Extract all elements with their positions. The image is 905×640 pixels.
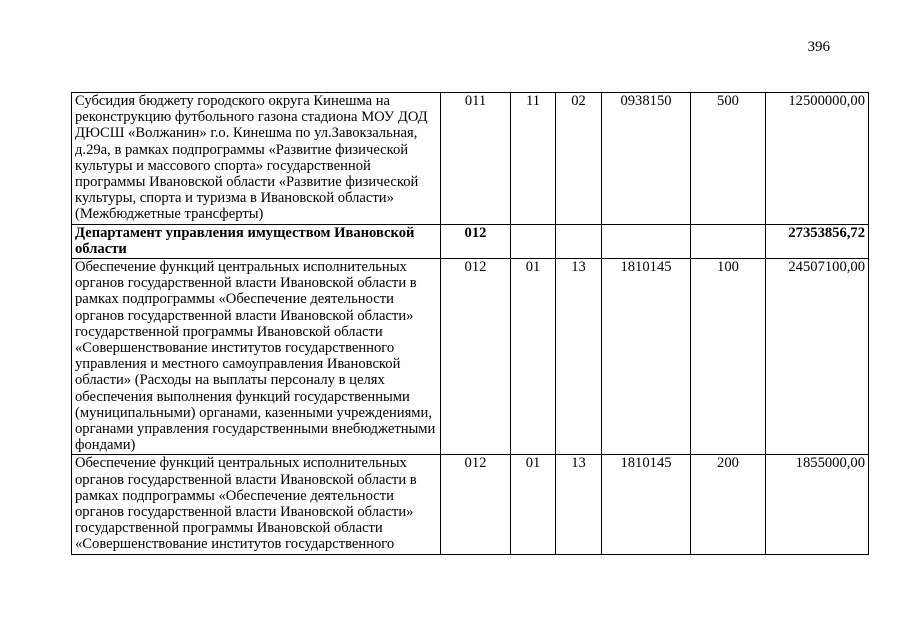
row-name: Департамент управления имуществом Ивановской области (72, 224, 441, 258)
row-code: 012 (441, 455, 511, 554)
row-type: 100 (691, 259, 766, 455)
table-row (72, 259, 869, 455)
row-subsection (556, 224, 602, 258)
row-subsection: 13 (556, 259, 602, 455)
department-row (72, 224, 869, 258)
row-name: Субсидия бюджету городского округа Кинешма на реконструкцию футбольного газона стадиона МОУ ДОД ДЮСШ «Волжанин» г.о. Кинешма по ул.Завокзальная, д.29а, в рамках подпрограммы «Развитие физической культуры и массового спорта» государственной программы Ивановской области «Развитие физической культуры, спорта и туризма в Ивановской области» (Межбюджетные трансферты) (72, 93, 441, 225)
row-amount: 27353856,72 (766, 224, 869, 258)
row-target (602, 224, 691, 258)
row-section: 11 (511, 93, 556, 225)
row-subsection: 13 (556, 455, 602, 554)
row-target: 1810145 (602, 259, 691, 455)
row-code: 012 (441, 224, 511, 258)
row-type: 200 (691, 455, 766, 554)
row-amount: 12500000,00 (766, 93, 869, 225)
row-target: 0938150 (602, 93, 691, 225)
row-section: 01 (511, 455, 556, 554)
row-code: 011 (441, 93, 511, 225)
row-subsection: 02 (556, 93, 602, 225)
table-row (72, 455, 869, 554)
row-type: 500 (691, 93, 766, 225)
budget-table (71, 92, 869, 555)
row-name: Обеспечение функций центральных исполнительных органов государственной власти Ивановской области в рамках подпрограммы «Обеспечение деятельности органов государственной власти Ивановской области» государственной программы Ивановской области «Совершенствование институтов государственного управления и местного самоуправления Ивановской области» (Расходы на выплаты персоналу в целях обеспечения выполнения функций государственными (муниципальными) органами, казенными учреждениями, органами управления государственными внебюджетными фондами) (72, 259, 441, 455)
row-amount: 1855000,00 (766, 455, 869, 554)
row-type (691, 224, 766, 258)
row-name: Обеспечение функций центральных исполнительных органов государственной власти Ивановской области в рамках подпрограммы «Обеспечение деятельности органов государственной власти Ивановской области» государственной программы Ивановской области «Совершенствование институтов государственного (72, 455, 441, 554)
row-section: 01 (511, 259, 556, 455)
page-number: 396 (807, 39, 830, 55)
row-code: 012 (441, 259, 511, 455)
table-row (72, 93, 869, 225)
row-target: 1810145 (602, 455, 691, 554)
row-section (511, 224, 556, 258)
row-amount: 24507100,00 (766, 259, 869, 455)
